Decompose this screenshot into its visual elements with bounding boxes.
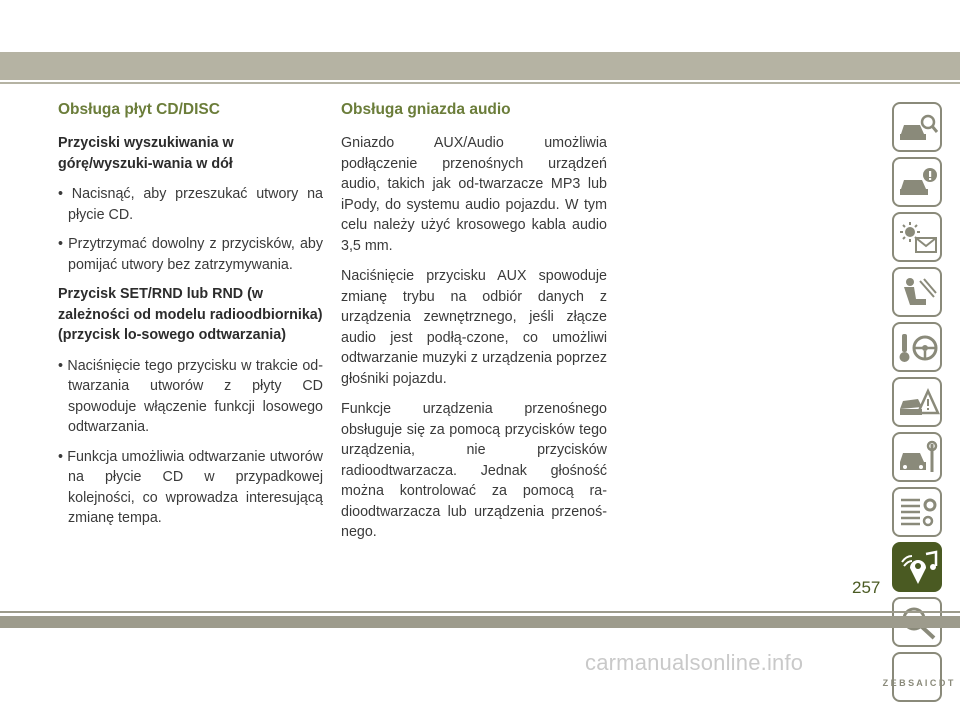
car-info-icon	[898, 165, 938, 201]
index-letters: Z E B S A I C D T	[882, 678, 954, 688]
top-header-band	[0, 52, 960, 80]
page-number: 257	[852, 578, 881, 597]
left-column	[58, 100, 323, 538]
car-search-icon	[898, 110, 938, 146]
tab-car-wrench[interactable]	[892, 432, 942, 482]
tab-car-info[interactable]	[892, 157, 942, 207]
seat-airbag-icon	[898, 275, 938, 311]
list-item: • Funkcja umożliwia odtwarzanie utworów na płycie CD w przypadkowej kolejności, co wprowadza interesującą zmianę tempa.	[58, 447, 323, 529]
tab-warning-lights[interactable]	[892, 212, 942, 262]
multimedia-music-icon	[898, 550, 938, 586]
paragraph: Funkcje urządzenia przenośnego obsługuje się za pomocą przycisków tego urządzenia, nie przycisków radioodtwarzacza. Jednak głośność można kontrolować za pomocą ra-dioodtwarzacza lub urządzenia przenoś-nego.	[341, 401, 607, 540]
tab-multimedia[interactable]	[892, 542, 942, 592]
right-column	[341, 100, 607, 553]
car-wrench-icon	[898, 440, 938, 476]
tab-car-crash-warning[interactable]	[892, 377, 942, 427]
bottom-footer-band	[0, 616, 960, 628]
random-bullets	[58, 356, 323, 529]
watermark: carmanualsonline.info	[585, 650, 804, 675]
audio-jack-heading: Obsługa gniazda audio	[341, 101, 511, 118]
tab-key-steering[interactable]	[892, 322, 942, 372]
seek-bullets	[58, 184, 323, 275]
random-button-subheading: Przycisk SET/RND lub RND (w zależności od modelu radioodbiornika) (przycisk lo-sowego odtwarzania)	[58, 286, 323, 343]
paragraph: Gniazdo AUX/Audio umożliwia podłączenie przenośnych urządzeń audio, takich jak od-twarzacze MP3 lub iPody, do systemu audio pojazdu. W tym celu należy użyć krosowego kabla audio 3,5 mm.	[341, 135, 607, 254]
list-item: • Naciśnięcie tego przycisku w trakcie od-twarzania utworów z płyty CD spowoduje włączenie funkcji losowego odtwarzania.	[58, 356, 323, 438]
bottom-divider	[0, 611, 960, 613]
list-item: • Przytrzymać dowolny z przycisków, aby pomijać utwory bez zatrzymywania.	[58, 234, 323, 275]
alphabet-index-icon	[882, 660, 954, 696]
tab-car-search[interactable]	[892, 102, 942, 152]
seek-buttons-subheading: Przyciski wyszukiwania w górę/wyszuki-wania w dół	[58, 135, 234, 172]
tab-index[interactable]	[882, 652, 954, 702]
top-divider	[0, 82, 960, 84]
specifications-gear-icon	[898, 495, 938, 531]
key-steering-wheel-icon	[898, 330, 938, 366]
tab-specifications[interactable]	[892, 487, 942, 537]
list-item: • Nacisnąć, aby przeszukać utwory na płycie CD.	[58, 184, 323, 225]
tab-seat-airbag[interactable]	[892, 267, 942, 317]
paragraph: Naciśnięcie przycisku AUX spowoduje zmianę trybu na odbiór danych z urządzenia zewnętrznego, jeśli złącze audio jest podłą-czone, co umożliwi odtwarzanie muzyki z urządzenia poprzez głośniki pojazdu.	[341, 268, 607, 387]
cd-section-heading: Obsługa płyt CD/DISC	[58, 101, 220, 118]
warning-lights-message-icon	[898, 220, 938, 256]
car-crash-warning-icon	[898, 385, 938, 421]
